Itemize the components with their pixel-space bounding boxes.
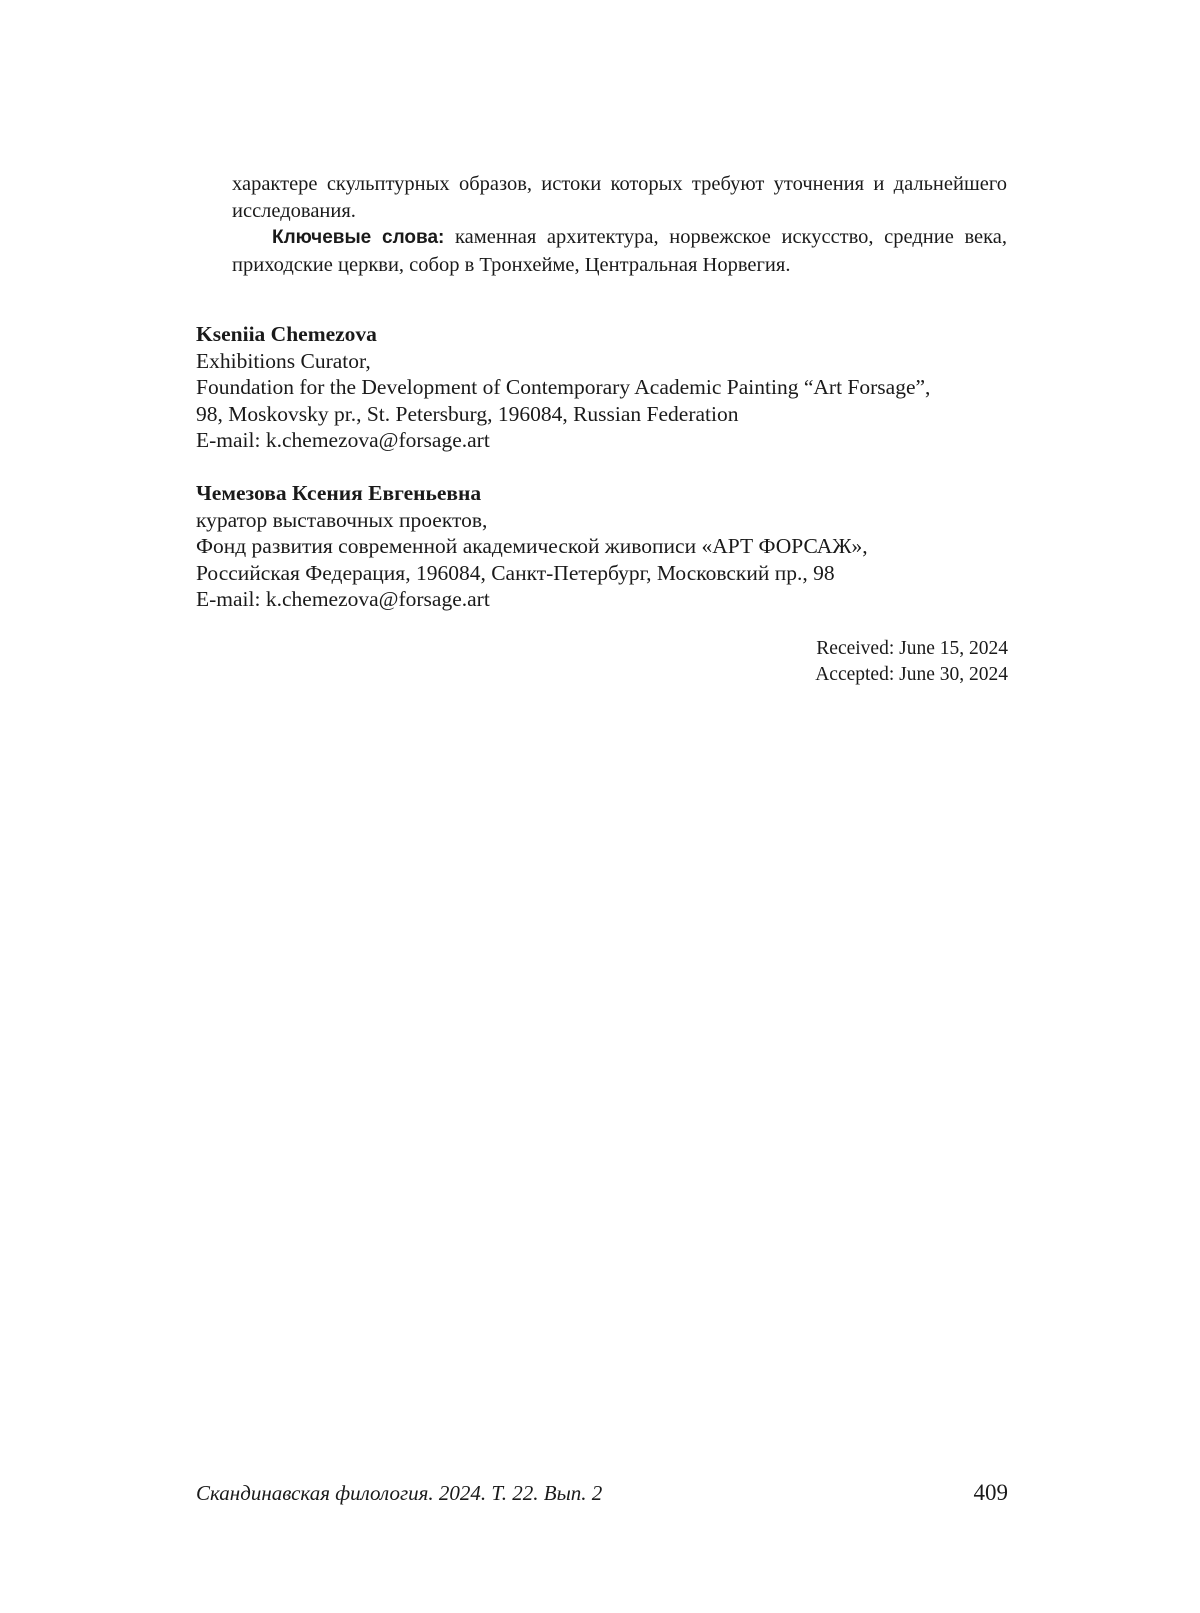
received-date: Received: June 15, 2024 bbox=[816, 638, 1008, 659]
author-address: 98, Moskovsky pr., St. Petersburg, 196084, Russian Federation bbox=[196, 401, 739, 426]
abstract-section bbox=[232, 171, 1007, 278]
abstract-continuation: характере скульптурных образов, истоки которых требуют уточнения и дальнейшего исследования. bbox=[232, 173, 1007, 222]
author-name: Чемезова Ксения Евгеньевна bbox=[196, 481, 482, 505]
accepted-date: Accepted: June 30, 2024 bbox=[815, 664, 1008, 685]
author-info-english bbox=[196, 321, 1016, 454]
keywords-paragraph bbox=[232, 224, 1007, 278]
author-organization: Foundation for the Development of Contemporary Academic Painting “Art Forsage”, bbox=[196, 375, 931, 399]
author-email: E-mail: k.chemezova@forsage.art bbox=[196, 428, 490, 452]
page-footer bbox=[196, 1476, 1008, 1510]
author-email: E-mail: k.chemezova@forsage.art bbox=[196, 587, 490, 611]
author-info-russian bbox=[196, 480, 1016, 613]
author-position: Exhibitions Curator, bbox=[196, 348, 371, 373]
author-organization: Фонд развития современной академической живописи «АРТ ФОРСАЖ», bbox=[196, 534, 868, 558]
author-address: Российская Федерация, 196084, Санкт-Петербург, Московский пр., 98 bbox=[196, 560, 835, 585]
journal-citation: Скандинавская филология. 2024. Т. 22. Вып. 2 bbox=[196, 1481, 603, 1505]
page-number: 409 bbox=[973, 1480, 1008, 1505]
submission-dates bbox=[815, 636, 1008, 688]
keywords-label: Ключевые слова: bbox=[272, 227, 445, 248]
author-name: Kseniia Chemezova bbox=[196, 322, 377, 346]
keywords-text: каменная архитектура, норвежское искусство, средние века, приходские церкви, собор в Тронхейме, Центральная Норвегия. bbox=[232, 226, 1007, 276]
author-position: куратор выставочных проектов, bbox=[196, 507, 488, 532]
